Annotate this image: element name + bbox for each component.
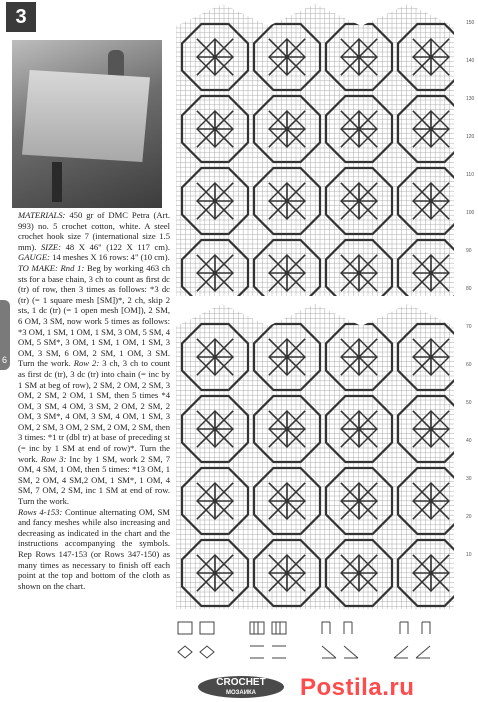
row3-text: Inc by 1 SM, work 2 SM, 7 OM, 4 SM, 1 OM, then 5 times: *13 OM, 1 SM, 2 OM, 4 SM,2 OM, 1 SM*, 1 OM, 4 SM, 7 OM, 2 SM, inc 1 SM at end of row. Turn the work. — [18, 453, 171, 507]
row-number-column — [466, 20, 478, 610]
motif-cross — [197, 39, 233, 75]
to-make-label: TO MAKE: — [18, 262, 58, 273]
motif-cross — [197, 111, 233, 147]
motif-cross — [269, 255, 305, 291]
row2-text: 3 ch, 3 ch to count as first dc (tr), 3 dc (tr) into chain (= inc by 1 SM at beg of row), 2 SM, 2 OM, 2 SM, 3 OM, 2 SM, 2 OM, 1 SM, then 5 times *4 OM, 3 SM, 4 OM, 3 SM, 2 OM, 2 SM, 2 OM, 3 SM*, 4 OM, 3 SM, 4 OM, 1 SM, 3 OM, 2 SM, 3 OM, 2 SM, 2 OM, 2 SM, then 3 times: *1 tr (dbl tr) at base of preceding st (= inc by 1 SM at end of row)*. Turn the work. — [18, 358, 171, 464]
chart-grid — [176, 4, 454, 296]
motif-cross — [413, 339, 449, 375]
motif-cross — [341, 183, 377, 219]
motif-cross — [413, 111, 449, 147]
motif-cross — [269, 411, 305, 447]
legend-symbol-inc-right — [392, 618, 436, 636]
rows4-label: Rows 4-153: — [18, 506, 63, 517]
instructions-text — [18, 210, 170, 591]
row3-label: Row 3: — [37, 453, 67, 464]
legend-symbol-lacet — [176, 642, 220, 660]
motif-cross — [197, 255, 233, 291]
motif-cross — [269, 39, 305, 75]
gauge-text: 14 meshes X 16 rows: 4" (10 cm). — [49, 252, 170, 263]
motif-cross — [341, 555, 377, 591]
motif-cross — [341, 39, 377, 75]
motif-cross — [341, 339, 377, 375]
rnd1-text: Beg by working 463 ch sts for a base chain, 3 ch to count as first dc (tr) of row, then 3 times as follows: *3 dc (tr) (= 1 square mesh [SM])*, 2 ch, skip 2 sts, 1 dc (tr) (= 1 open mesh [OM]), 2 SM, 6 OM, 3 SM, now work 5 times as follows: *3 OM, 1 SM, 1 OM, 1 SM, 3 OM, 5 SM, 4 OM, 5 SM*, 3 OM, 1 SM, 1 OM, 1 SM, 3 OM, 3 SM, 6 OM, 2 SM, 1 OM, 3 SM. Turn the work. — [18, 262, 170, 369]
row-number-label: 60 — [466, 362, 472, 368]
legend-symbol-dec-right — [392, 642, 436, 660]
row-number-label: 90 — [466, 248, 472, 254]
chart-panel — [176, 4, 464, 306]
motif-cross — [413, 411, 449, 447]
legend-symbol-open-mesh — [176, 618, 220, 636]
row-number-label: 70 — [466, 324, 472, 330]
motif-cross — [269, 339, 305, 375]
table-leg-shape — [52, 162, 62, 202]
tablecloth-photo — [12, 40, 162, 208]
row-number-label: 120 — [466, 134, 475, 140]
row-number-label: 20 — [466, 514, 472, 520]
legend-symbol-bar — [248, 642, 292, 660]
crochet-logo — [198, 676, 284, 698]
watermark-text: Postila.ru — [300, 674, 415, 701]
row-number-label: 150 — [466, 20, 475, 26]
row-number-label: 50 — [466, 400, 472, 406]
size-text: 48 X 46" (122 X 117 cm). — [61, 241, 170, 252]
motif-cross — [197, 555, 233, 591]
motif-cross — [341, 255, 377, 291]
motif-cross — [269, 111, 305, 147]
motif-cross — [413, 39, 449, 75]
legend-symbol-square-mesh — [248, 618, 292, 636]
motif-cross — [413, 483, 449, 519]
row-number-label: 10 — [466, 552, 472, 558]
materials-label: MATERIALS: — [18, 210, 66, 220]
motif-cross — [197, 183, 233, 219]
symbol-legend — [176, 612, 464, 672]
filet-crochet-chart — [176, 4, 464, 609]
rnd1-label: Rnd 1: — [57, 262, 85, 273]
motif-cross — [269, 483, 305, 519]
side-tab-number: 6 — [2, 355, 8, 365]
motif-cross — [413, 255, 449, 291]
row-number-label: 80 — [466, 286, 472, 292]
row-number-label: 30 — [466, 476, 472, 482]
motif-cross — [341, 483, 377, 519]
row-number-label: 130 — [466, 96, 475, 102]
row2-label: Row 2: — [70, 358, 100, 369]
chart-panel — [176, 304, 464, 609]
materials-text: 450 gr of DMC Petra (Art. 993) no. 5 crochet cotton, white. A steel crochet hook size 7 (international size 1.5 mm). — [18, 210, 170, 252]
motif-cross — [341, 411, 377, 447]
size-label: SIZE: — [40, 241, 62, 252]
cloth-shape — [22, 70, 150, 162]
legend-symbol-inc-left — [320, 618, 364, 636]
legend-symbol-dec-left — [320, 642, 364, 660]
gauge-label: GAUGE: — [18, 252, 50, 263]
motif-cross — [413, 555, 449, 591]
logo-title: CROCHET — [216, 677, 266, 688]
page-number-badge: 3 — [6, 2, 36, 32]
row-number-label: 40 — [466, 438, 472, 444]
logo-subtitle: МОЗАИКА — [225, 690, 257, 696]
motif-cross — [197, 339, 233, 375]
row-number-label: 100 — [466, 210, 475, 216]
motif-cross — [341, 111, 377, 147]
row-number-label: 110 — [466, 172, 474, 178]
motif-cross — [197, 483, 233, 519]
motif-cross — [269, 555, 305, 591]
motif-cross — [197, 411, 233, 447]
motif-cross — [413, 183, 449, 219]
rows4-text: Continue alternating OM, SM and fancy meshes while also increasing and decreasing as indicated in the chart and the instructions accompanying the symbols. Rep Rows 147-153 (or Rows 347-150) as many times as necessary to finish off each point at the top and bottom of the cloth as shown on the chart. — [18, 506, 170, 591]
motif-cross — [269, 183, 305, 219]
row-number-label: 140 — [466, 58, 475, 64]
